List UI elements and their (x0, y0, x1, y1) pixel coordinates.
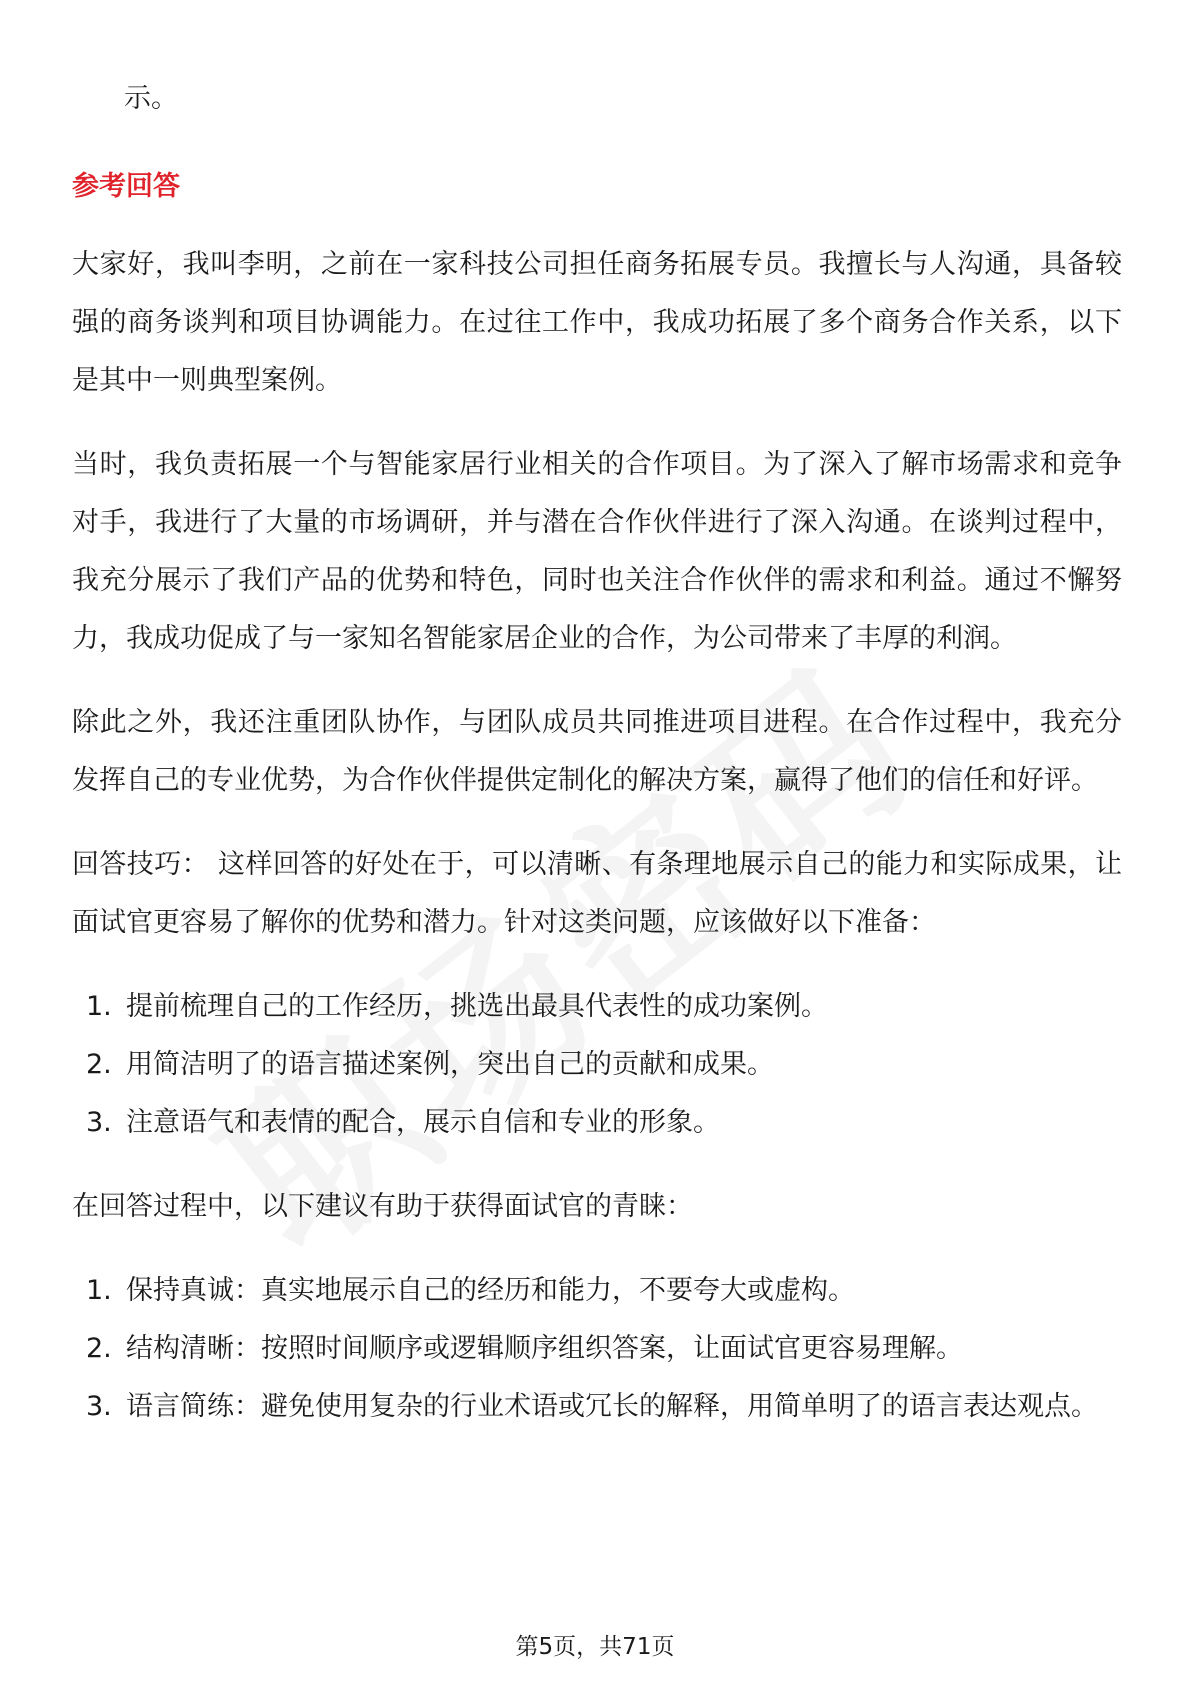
advice-list (72, 1262, 1122, 1436)
paragraph-tips: 回答技巧： 这样回答的好处在于，可以清晰、有条理地展示自己的能力和实际成果，让面试官更容易了解你的优势和潜力。针对这类问题，应该做好以下准备： (72, 849, 1122, 938)
list-item-text: 注意语气和表情的配合，展示自信和专业的形象。 (126, 1107, 720, 1138)
list-item (72, 1036, 1122, 1094)
list-item (72, 1320, 1122, 1378)
preparation-list (72, 978, 1122, 1152)
paragraph-case: 当时，我负责拓展一个与智能家居行业相关的合作项目。为了深入了解市场需求和竞争对手，我进行了大量的市场调研，并与潜在合作伙伴进行了深入沟通。在谈判过程中，我充分展示了我们产品的优势和特色，同时也关注合作伙伴的需求和利益。通过不懈努力，我成功促成了与一家知名智能家居企业的合作，为公司带来了丰厚的利润。 (72, 449, 1122, 654)
list-number: 2. (86, 1333, 112, 1364)
list-item (72, 1378, 1122, 1436)
section-heading: 参考回答 (72, 171, 180, 202)
continuation-text: 示。 (124, 83, 178, 114)
list-item (72, 978, 1122, 1036)
page-content (72, 70, 1122, 1462)
list-item (72, 1094, 1122, 1152)
list-number: 1. (86, 991, 112, 1022)
list-item-text: 用简洁明了的语言描述案例，突出自己的贡献和成果。 (126, 1049, 774, 1080)
list-item (72, 1262, 1122, 1320)
list-number: 1. (86, 1275, 112, 1306)
list-number: 3. (86, 1107, 112, 1138)
paragraph-intro: 大家好，我叫李明，之前在一家科技公司担任商务拓展专员。我擅长与人沟通，具备较强的商务谈判和项目协调能力。在过往工作中，我成功拓展了多个商务合作关系，以下是其中一则典型案例。 (72, 249, 1122, 396)
paragraph-advice-intro: 在回答过程中，以下建议有助于获得面试官的青睐： (72, 1191, 693, 1222)
paragraph-teamwork: 除此之外，我还注重团队协作，与团队成员共同推进项目进程。在合作过程中，我充分发挥自己的专业优势，为合作伙伴提供定制化的解决方案，赢得了他们的信任和好评。 (72, 707, 1122, 796)
page-footer: 第5页，共71页 (515, 1634, 675, 1660)
list-number: 3. (86, 1391, 112, 1422)
list-item-text: 提前梳理自己的工作经历，挑选出最具代表性的成功案例。 (126, 991, 828, 1022)
list-item-text: 语言简练：避免使用复杂的行业术语或冗长的解释，用简单明了的语言表达观点。 (126, 1391, 1098, 1422)
list-item-text: 保持真诚：真实地展示自己的经历和能力，不要夸大或虚构。 (126, 1275, 855, 1306)
list-item-text: 结构清晰：按照时间顺序或逻辑顺序组织答案，让面试官更容易理解。 (126, 1333, 963, 1364)
list-number: 2. (86, 1049, 112, 1080)
